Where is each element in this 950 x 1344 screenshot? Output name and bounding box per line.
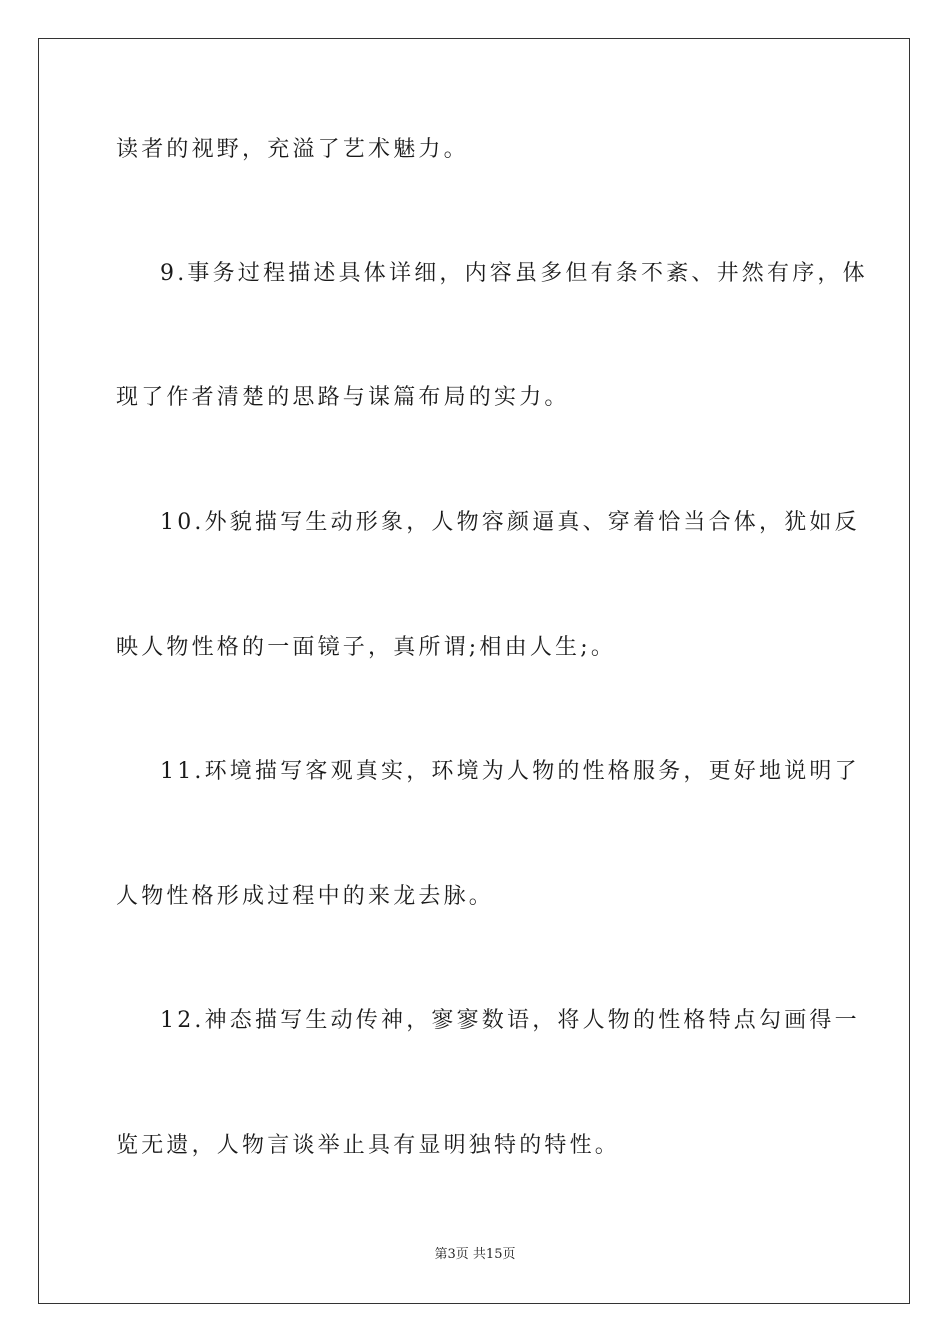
text-line-4: 10.外貌描写生动形象，人物容颜逼真、穿着恰当合体，犹如反: [160, 510, 860, 535]
text-line-5: 映人物性格的一面镜子，真所谓;相由人生;。: [116, 635, 617, 660]
text-line-2: 9.事务过程描述具体详细，内容虽多但有条不紊、井然有序，体: [160, 261, 868, 286]
text-line-6: 11.环境描写客观真实，环境为人物的性格服务，更好地说明了: [160, 759, 860, 784]
text-line-1: 读者的视野，充溢了艺术魅力。: [116, 137, 469, 162]
page-number-footer: 第3页 共15页: [434, 1247, 516, 1262]
page-frame: [38, 38, 910, 1304]
text-line-3: 现了作者清楚的思路与谋篇布局的实力。: [116, 385, 570, 410]
text-line-8: 12.神态描写生动传神，寥寥数语，将人物的性格特点勾画得一: [160, 1008, 860, 1033]
text-line-7: 人物性格形成过程中的来龙去脉。: [116, 884, 495, 909]
text-line-9: 览无遗，人物言谈举止具有显明独特的特性。: [116, 1133, 621, 1158]
